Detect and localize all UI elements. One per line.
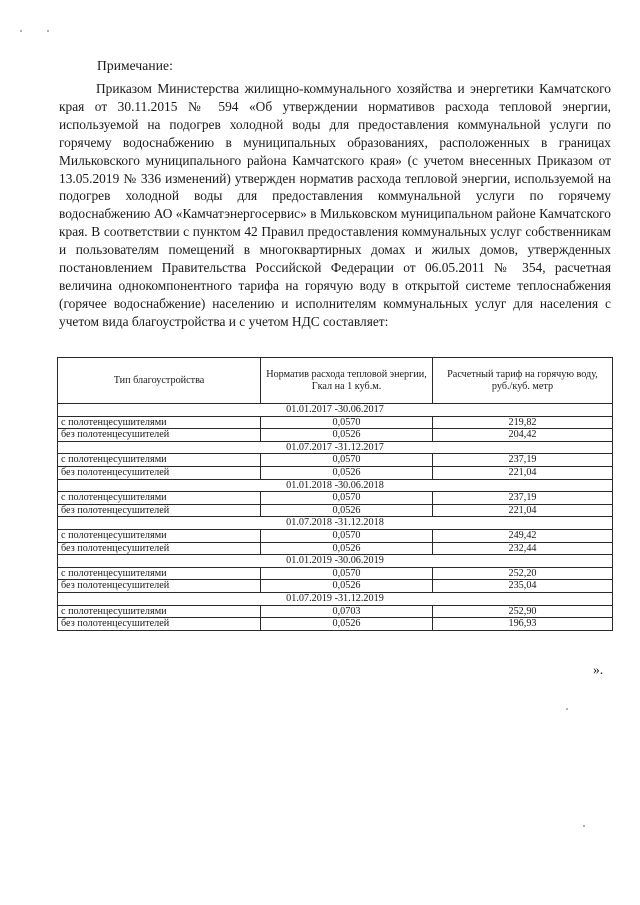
cell-tariff: 237,19	[433, 454, 613, 467]
cell-type: с полотенцесушителями	[58, 529, 261, 542]
cell-type: с полотенцесушителями	[58, 416, 261, 429]
header-norm: Норматив расхода тепловой энергии, Гкал на 1 куб.м.	[261, 358, 433, 404]
period-label: 01.07.2018 -31.12.2018	[58, 517, 613, 530]
period-label: 01.01.2017 -30.06.2017	[58, 404, 613, 417]
cell-tariff: 235,04	[433, 580, 613, 593]
cell-tariff: 221,04	[433, 466, 613, 479]
table-row	[58, 454, 613, 467]
table-row	[58, 542, 613, 555]
cell-norm: 0,0703	[261, 605, 433, 618]
scan-speck	[20, 30, 22, 32]
cell-norm: 0,0526	[261, 618, 433, 631]
scan-speck	[583, 825, 585, 827]
cell-type: с полотенцесушителями	[58, 492, 261, 505]
note-heading: Примечание:	[97, 58, 173, 73]
period-row	[58, 404, 613, 417]
period-row	[58, 479, 613, 492]
cell-norm: 0,0570	[261, 416, 433, 429]
cell-type: без полотенцесушителей	[58, 618, 261, 631]
period-label: 01.01.2019 -30.06.2019	[58, 555, 613, 568]
body-paragraph: Приказом Министерства жилищно-коммунального хозяйства и энергетики Камчатского края от 30.11.2015 № 594 «Об утверждении нормативов расхода тепловой энергии, используемой на подогрев холодной воды для предоставления коммунальной услуги по горячему водоснабжению в муниципальных образованиях, расположенных в границах Мильковского муниципального района Камчатского края» (с учетом внесенных Приказом от 13.05.2019 № 336 изменений) утвержден норматив расхода тепловой энергии, используемой на подогрев холодной воды для предоставления коммунальной услуги по горячему водоснабжению АО «Камчатэнергосервис» в Мильковском муниципальном районе Камчатского края. В соответствии с пунктом 42 Правил предоставления коммунальных услуг собственникам и пользователям помещений в многоквартирных домах и жилых домов, утвержденных постановлением Правительства Российской Федерации от 06.05.2011 № 354, расчетная величина однокомпонентного тарифа на горячую воду в открытой системе теплоснабжения (горячее водоснабжение) населению и исполнителям коммунальных услуг для населения с учетом вида благоустройства и с учетом НДС составляет:	[59, 81, 611, 329]
cell-type: с полотенцесушителями	[58, 605, 261, 618]
period-row	[58, 555, 613, 568]
header-tariff: Расчетный тариф на горячую воду, руб./куб. метр	[433, 358, 613, 404]
cell-norm: 0,0570	[261, 529, 433, 542]
cell-tariff: 252,20	[433, 567, 613, 580]
cell-norm: 0,0570	[261, 492, 433, 505]
cell-tariff: 237,19	[433, 492, 613, 505]
period-row	[58, 441, 613, 454]
cell-tariff: 252,90	[433, 605, 613, 618]
scan-speck	[47, 30, 49, 32]
cell-type: без полотенцесушителей	[58, 542, 261, 555]
cell-type: без полотенцесушителей	[58, 504, 261, 517]
cell-tariff: 219,82	[433, 416, 613, 429]
table-row	[58, 580, 613, 593]
cell-norm: 0,0526	[261, 429, 433, 442]
cell-type: с полотенцесушителями	[58, 567, 261, 580]
cell-tariff: 249,42	[433, 529, 613, 542]
table-row	[58, 416, 613, 429]
cell-norm: 0,0526	[261, 580, 433, 593]
cell-type: без полотенцесушителей	[58, 580, 261, 593]
period-row	[58, 592, 613, 605]
cell-tariff: 196,93	[433, 618, 613, 631]
cell-tariff: 221,04	[433, 504, 613, 517]
table-row	[58, 504, 613, 517]
cell-norm: 0,0570	[261, 567, 433, 580]
table-row	[58, 466, 613, 479]
cell-type: без полотенцесушителей	[58, 429, 261, 442]
table-row	[58, 567, 613, 580]
scan-speck	[566, 708, 568, 710]
cell-tariff: 204,42	[433, 429, 613, 442]
cell-type: без полотенцесушителей	[58, 466, 261, 479]
period-label: 01.01.2018 -30.06.2018	[58, 479, 613, 492]
table-row	[58, 529, 613, 542]
period-row	[58, 517, 613, 530]
cell-norm: 0,0526	[261, 466, 433, 479]
table-header-row	[58, 358, 613, 404]
period-label: 01.07.2019 -31.12.2019	[58, 592, 613, 605]
cell-tariff: 232,44	[433, 542, 613, 555]
cell-norm: 0,0570	[261, 454, 433, 467]
table-row	[58, 492, 613, 505]
header-type: Тип благоустройства	[58, 358, 261, 404]
tariff-table	[57, 357, 613, 631]
closing-quote: ».	[593, 662, 604, 677]
table-row	[58, 605, 613, 618]
table-row	[58, 429, 613, 442]
cell-norm: 0,0526	[261, 542, 433, 555]
cell-norm: 0,0526	[261, 504, 433, 517]
table-row	[58, 618, 613, 631]
period-label: 01.07.2017 -31.12.2017	[58, 441, 613, 454]
cell-type: с полотенцесушителями	[58, 454, 261, 467]
